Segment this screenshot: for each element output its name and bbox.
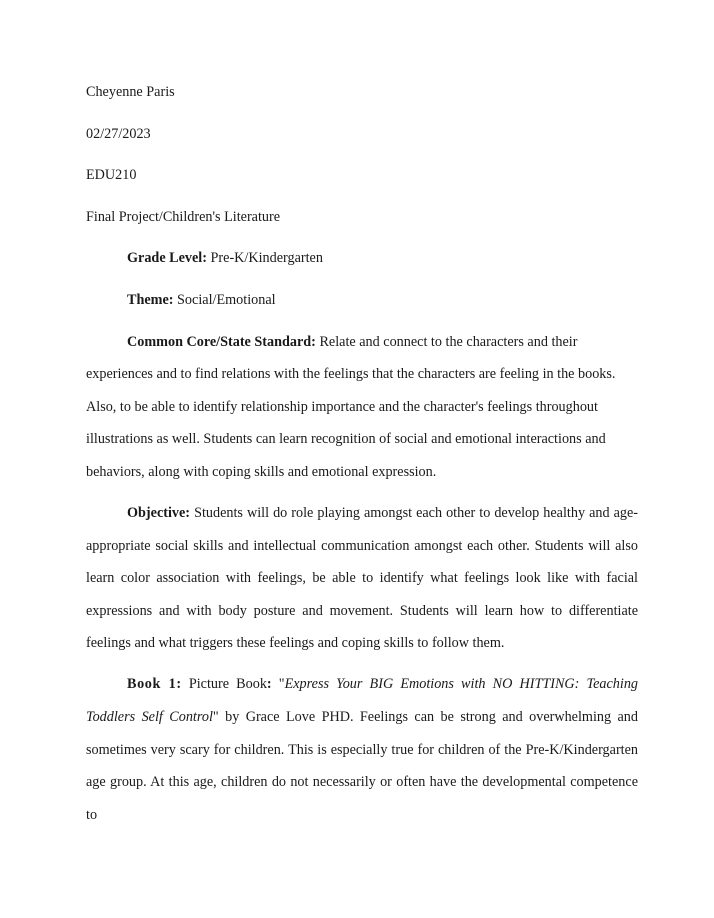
theme-value: Social/Emotional	[177, 291, 276, 308]
book1-line: sometimes very scary for children. This is especially true for children of the Pre-K/Kindergarten	[86, 741, 638, 758]
standard-line: behaviors, along with coping skills and emotional expression.	[86, 463, 437, 480]
author-name: Cheyenne Paris	[86, 84, 175, 100]
objective-line: Objective: Students will do role playing amongst each other to develop healthy and age-	[127, 504, 638, 521]
objective-label: Objective:	[127, 504, 191, 521]
standard-line: experiences and to find relations with the feelings that the characters are feeling in the books.	[86, 366, 616, 383]
grade-level-value: Pre-K/Kindergarten	[210, 250, 323, 267]
standard-line: illustrations as well. Students can learn recognition of social and emotional interactions and	[86, 431, 606, 448]
book1-line: age group. At this age, children do not necessarily or often have the developmental competence	[86, 774, 638, 791]
standard-paragraph	[86, 332, 638, 482]
date-line: 02/27/2023	[86, 125, 151, 142]
theme-label: Theme:	[127, 291, 174, 308]
book1-line: Book 1: Picture Book: "Express Your BIG Emotions with NO HITTING: Teaching	[127, 676, 639, 693]
book1-title-cont: Toddlers Self Control	[86, 708, 213, 725]
book1-paragraph	[86, 674, 638, 824]
standard-line: Also, to be able to identify relationship importance and the character's feelings throughout	[86, 398, 598, 415]
book1-type: Picture Book	[188, 676, 267, 693]
objective-line: expressions and with body posture and movement. Students will learn how to differentiate	[86, 602, 638, 619]
objective-line: feelings and what triggers these feelings and coping skills to follow them.	[86, 635, 505, 652]
objective-paragraph	[86, 503, 638, 653]
grade-level-line	[86, 248, 638, 268]
book1-label: Book 1:	[127, 676, 182, 693]
theme-line	[86, 290, 638, 310]
objective-line: learn color association with feelings, be able to identify what feelings look like with facial	[86, 570, 638, 587]
book1-line: Toddlers Self Control" by Grace Love PHD. Feelings can be strong and overwhelming and	[86, 708, 638, 725]
standard-line: Common Core/State Standard: Relate and connect to the characters and their	[127, 333, 578, 350]
assignment-title: Final Project/Children's Literature	[86, 208, 281, 225]
document-page	[86, 82, 638, 837]
objective-line: appropriate social skills and intellectual communication amongst each other. Students will also	[86, 537, 638, 554]
book1-line: to	[86, 806, 98, 823]
grade-level-label: Grade Level:	[127, 250, 207, 267]
book1-title: Express Your BIG Emotions with NO HITTING: Teaching	[284, 676, 639, 693]
standard-label: Common Core/State Standard:	[127, 333, 316, 350]
course-code: EDU210	[86, 167, 137, 184]
